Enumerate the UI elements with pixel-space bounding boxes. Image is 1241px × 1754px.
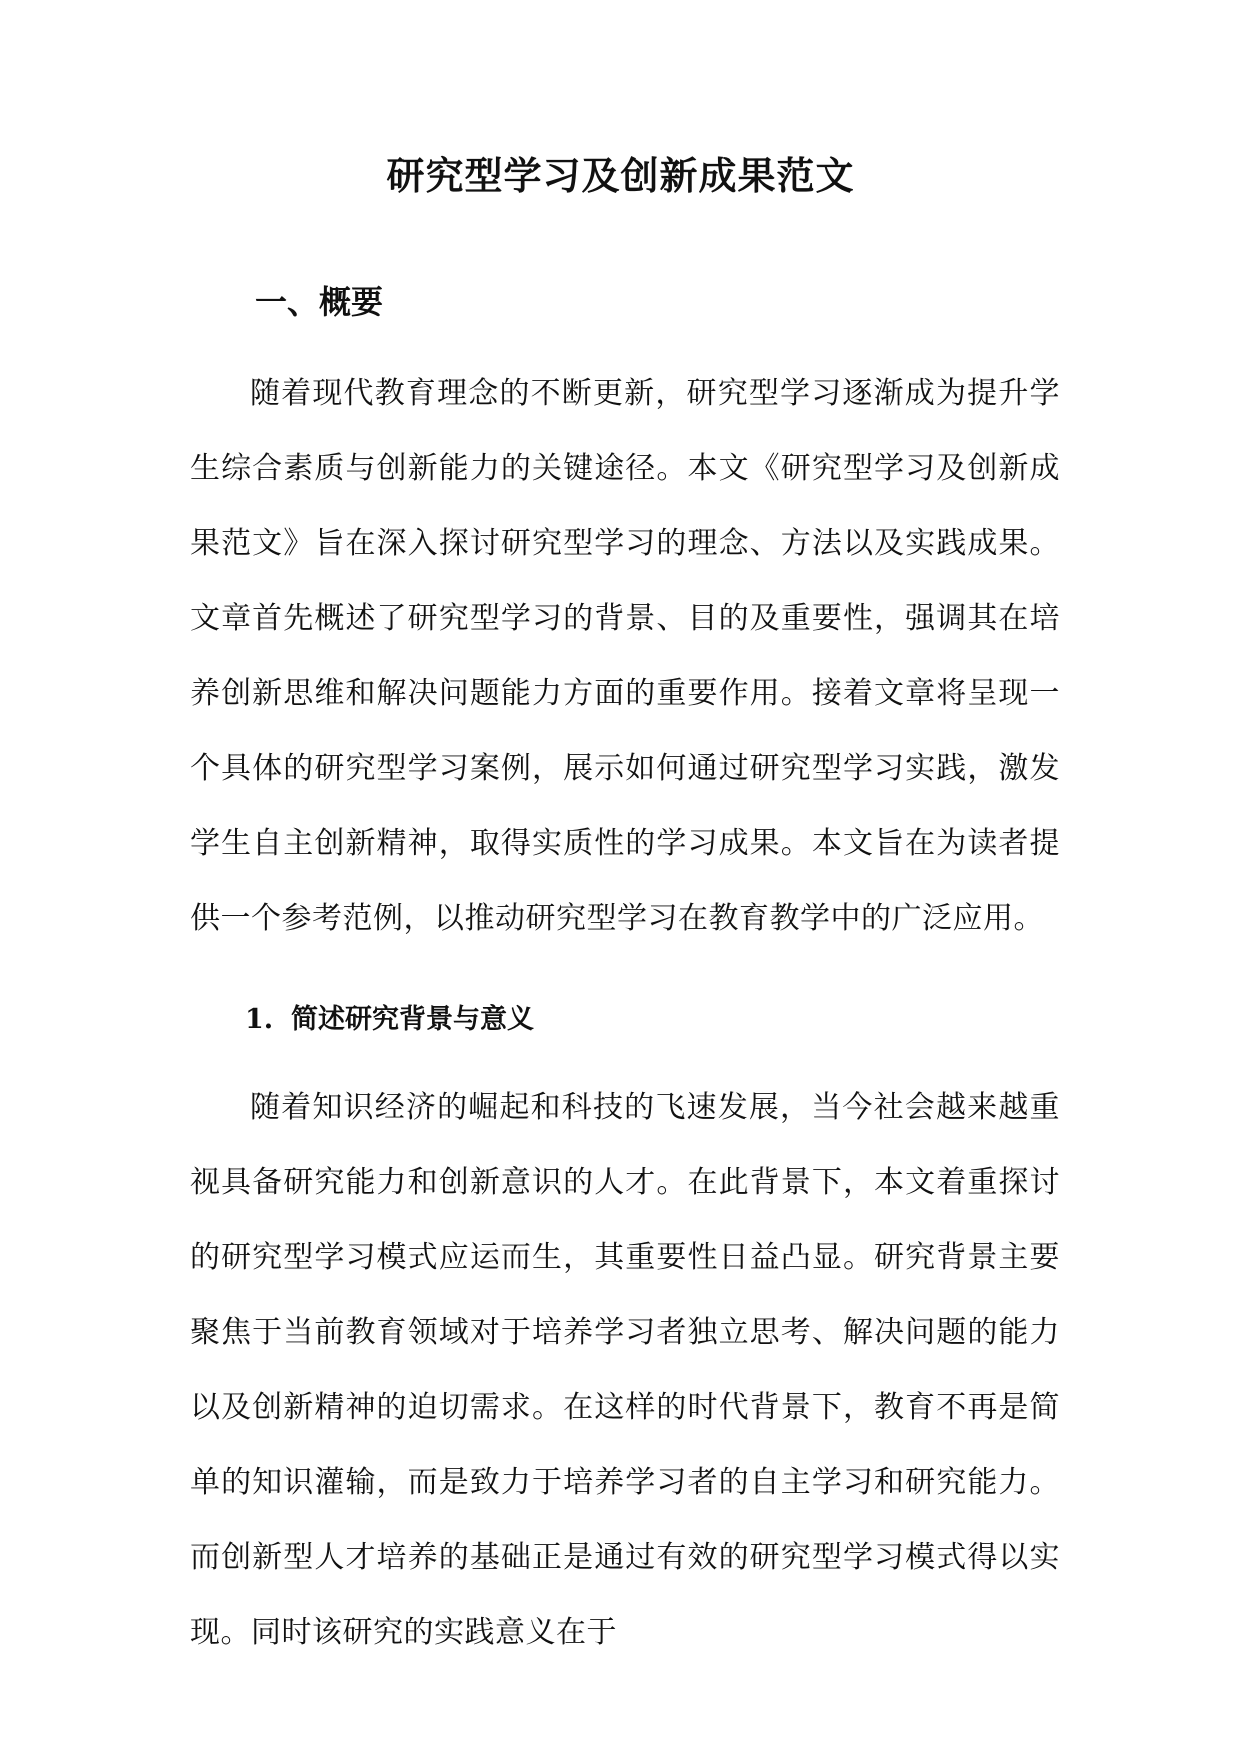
background-paragraph: 随着知识经济的崛起和科技的飞速发展，当今社会越来越重视具备研究能力和创新意识的人才。在此背景下，本文着重探讨的研究型学习模式应运而生，其重要性日益凸显。研究背景主要聚焦于当前教育领域对于培养学习者独立思考、解决问题的能力以及创新精神的迫切需求。在这样的时代背景下，教育不再是简单的知识灌输，而是致力于培养学习者的自主学习和研究能力。而创新型人才培养的基础正是通过有效的研究型学习模式得以实现。同时该研究的实践意义在于 [190,1090,1060,1650]
subsection-heading-background [245,1000,534,1040]
document-title: 研究型学习及创新成果范文 [386,153,855,198]
subsection-title: 简述研究背景与意义 [291,1004,534,1035]
subsection-number: 1. [245,1004,274,1035]
overview-paragraph: 随着现代教育理念的不断更新，研究型学习逐渐成为提升学生综合素质与创新能力的关键途径。本文《研究型学习及创新成果范文》旨在深入探讨研究型学习的理念、方法以及实践成果。文章首先概述了研究型学习的背景、目的及重要性，强调其在培养创新思维和解决问题能力方面的重要作用。接着文章将呈现一个具体的研究型学习案例，展示如何通过研究型学习实践，激发学生自主创新精神，取得实质性的学习成果。本文旨在为读者提供一个参考范例，以推动研究型学习在教育教学中的广泛应用。 [190,376,1060,936]
section-heading-overview: 一、概要 [255,283,384,321]
